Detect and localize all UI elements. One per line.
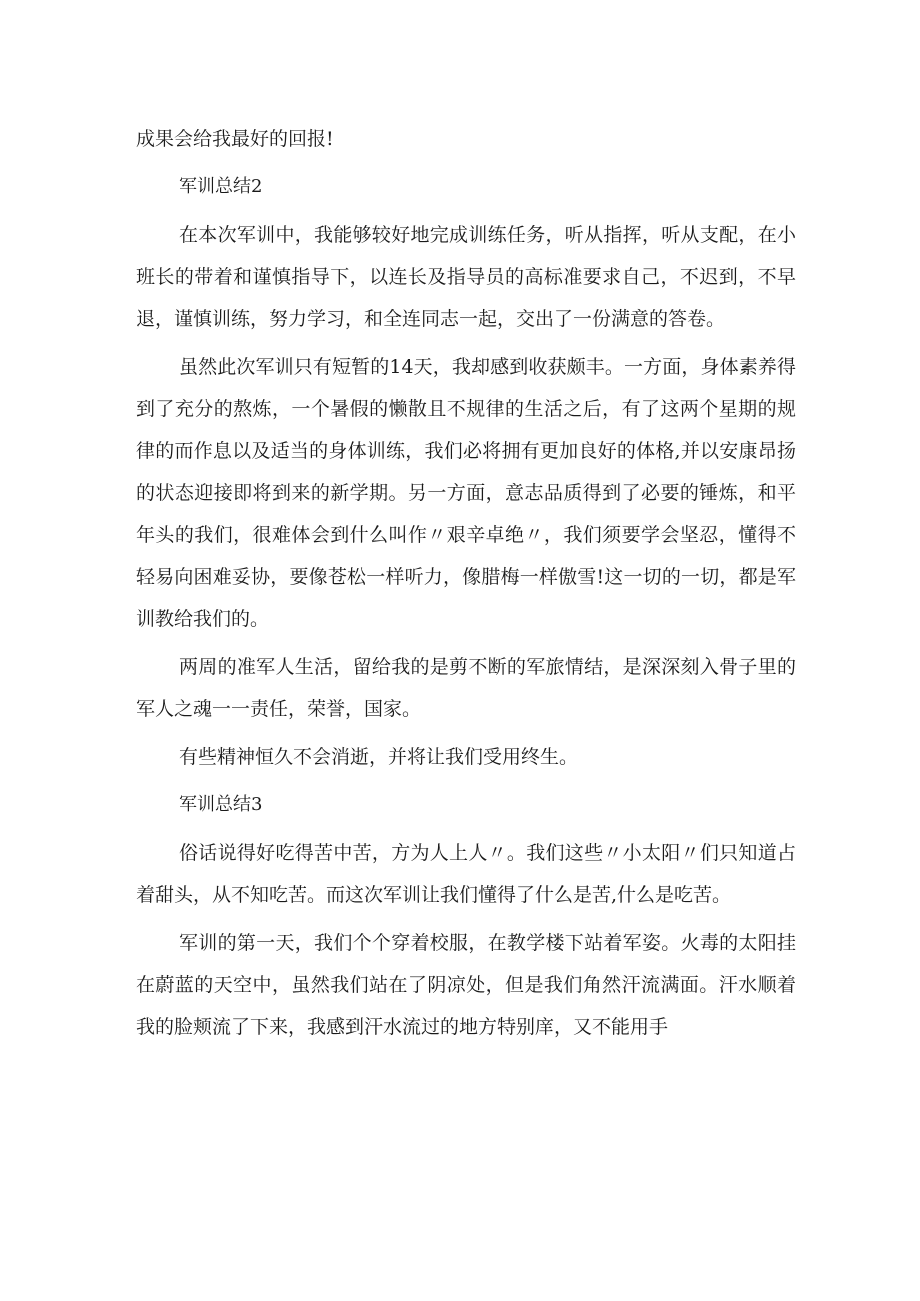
paragraph-closing-line: 成果会给我最好的回报! [136,128,334,150]
paragraph: 有些精神恒久不会消逝，并将让我们受用终生。 [179,746,579,768]
paragraph: 俗话说得好吃得苦中苦，方为人上人〃。我们这些〃小太阳〃们只知道占着甜头，从不知吃苦。而这次军训让我们懂得了什么是苦,什么是吃苦。 [136,842,796,906]
paragraph: 在本次军训中，我能够较好地完成训练任务，听从指挥，听从支配，在小班长的带着和谨慎指导下，以连长及指导员的高标准要求自己，不迟到，不早退，谨慎训练，努力学习，和全连同志一起，交出了一份满意的答卷。 [136,224,796,330]
paragraph: 虽然此次军训只有短暂的14天，我却感到收获颇丰。一方面，身体素养得到了充分的熬炼，一个暑假的懒散且不规律的生活之后，有了这两个星期的规律的而作息以及适当的身体训练，我们必将拥有更加良好的体格,并以安康昂扬的状态迎接即将到来的新学期。另一方面，意志品质得到了必要的锤炼，和平年头的我们，很难体会到什么叫作〃艰辛卓绝〃，我们须要学会坚忍，懂得不轻易向困难妥协，要像苍松一样听力，像腊梅一样傲雪!这一切的一切，都是军训教给我们的。 [136,356,796,630]
document-body [136,118,796,1054]
paragraph: 两周的准军人生活，留给我的是剪不断的军旅情结，是深深刻入骨子里的军人之魂一一责任，荣誉，国家。 [136,656,796,720]
section-heading-2: 军训总结2 [179,176,263,197]
paragraph: 军训的第一天，我们个个穿着校服，在教学楼下站着军姿。火毒的太阳挂在蔚蓝的天空中，虽然我们站在了阴凉处，但是我们角然汗流满面。汗水顺着我的脸颊流了下来，我感到汗水流过的地方特别庠，又不能用手 [136,932,796,1038]
section-heading-3: 军训总结3 [179,794,263,815]
